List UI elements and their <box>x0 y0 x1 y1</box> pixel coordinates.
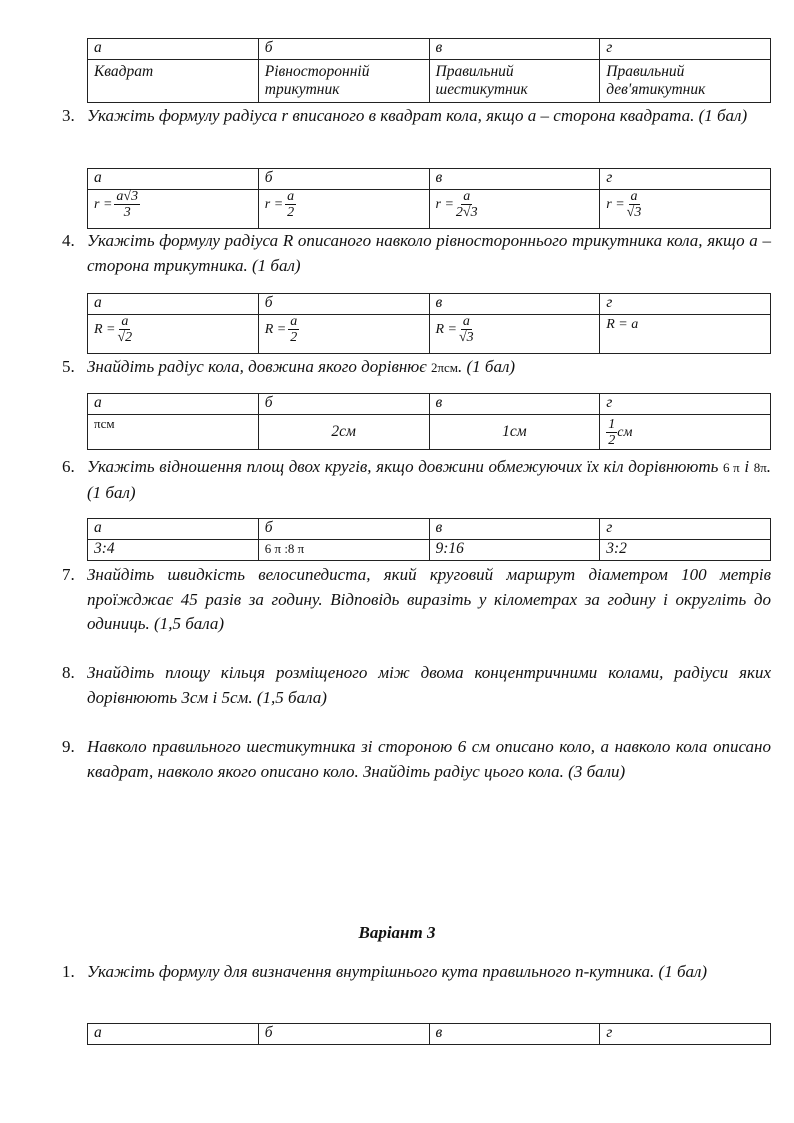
option-value: πсм <box>94 416 115 431</box>
option-header-a: а <box>88 39 259 60</box>
question-text-start: Знайдіть радіус кола, довжина якого дорівнює <box>87 357 427 376</box>
formula-lhs: r = <box>94 196 113 212</box>
option-header-c: в <box>429 169 600 190</box>
option-c <box>429 190 600 229</box>
option-b <box>258 540 429 561</box>
answer-table-q4 <box>87 293 771 354</box>
answer-table-q5 <box>87 393 771 450</box>
option-header-d: г <box>600 39 771 60</box>
answer-table-q6 <box>87 518 771 561</box>
option-header-a: а <box>88 1024 259 1045</box>
option-header-b: б <box>258 519 429 540</box>
option-header-c: в <box>429 519 600 540</box>
question-6 <box>62 455 771 505</box>
answer-table-v3q1 <box>87 1023 771 1045</box>
option-header-a: а <box>88 394 259 415</box>
answer-table-q3 <box>87 168 771 229</box>
inline-formula: 8π <box>753 460 767 475</box>
numerator: a <box>462 314 470 329</box>
unit: см <box>617 424 633 440</box>
option-c: 1см <box>429 415 600 450</box>
option-header-b: б <box>258 394 429 415</box>
formula-lhs: R = <box>94 321 116 337</box>
formula-lhs: R = <box>264 321 287 337</box>
option-a <box>88 415 259 450</box>
inline-formula: 2πсм <box>430 360 459 375</box>
option-d <box>600 315 771 354</box>
denominator: 2 <box>287 205 295 220</box>
denominator: √3 <box>626 205 642 220</box>
numerator: a√3 <box>116 189 139 204</box>
option-a <box>88 315 259 354</box>
option-header-a: а <box>88 519 259 540</box>
question-text: Укажіть формулу радіуса R описаного навколо рівностороннього трикутника кола, якщо а – сторона трикутника. (1 бал) <box>87 231 771 275</box>
option-header-b: б <box>258 1024 429 1045</box>
inline-formula: 6 π <box>723 460 740 475</box>
question-number: 4. <box>62 231 75 250</box>
numerator: a <box>121 314 129 329</box>
formula-lhs: r = <box>606 196 625 212</box>
option-c: Правильний шестикутник <box>429 60 600 103</box>
question-text-start: Укажіть відношення площ двох кругів, якщо довжини обмежуючих їх кіл дорівнюють <box>87 457 719 476</box>
numerator: a <box>290 314 298 329</box>
formula-lhs: r = <box>264 196 284 212</box>
denominator: 2 <box>608 433 616 448</box>
question-text: Навколо правильного шестикутника зі стороною 6 см описано коло, а навколо кола описано квадрат, навколо якого описано коло. Знайдіть радіус цього кола. (3 бали) <box>87 737 771 781</box>
question-number: 6. <box>62 457 75 476</box>
formula-lhs: r = <box>435 196 454 212</box>
question-number: 9. <box>62 737 75 756</box>
denominator: 2 <box>290 330 298 345</box>
option-header-d: г <box>600 394 771 415</box>
question-text <box>87 355 771 381</box>
option-header-d: г <box>600 519 771 540</box>
option-b: Рівносторонній трикутник <box>258 60 429 103</box>
question-number: 8. <box>62 663 75 682</box>
option-header-c: в <box>429 294 600 315</box>
question-number: 7. <box>62 565 75 584</box>
denominator: 2√3 <box>455 205 478 220</box>
numerator: 1 <box>608 417 616 432</box>
formula <box>265 190 296 219</box>
option-header-c: в <box>429 394 600 415</box>
option-c: 9:16 <box>429 540 600 561</box>
option-header-b: б <box>258 169 429 190</box>
question-text: Знайдіть площу кільця розміщеного між двома концентричними колами, радіуси яких дорівнюють 3см і 5см. (1,5 бала) <box>87 663 771 707</box>
option-a <box>88 190 259 229</box>
option-b: 2см <box>258 415 429 450</box>
formula <box>436 315 474 344</box>
question-text: Укажіть формулу для визначення внутрішнього кута правильного п-кутника. (1 бал) <box>87 962 708 981</box>
formula <box>94 190 140 219</box>
option-header-b: б <box>258 294 429 315</box>
option-b <box>258 190 429 229</box>
option-value: 6 π :8 π <box>264 541 305 556</box>
question-text: Знайдіть швидкість велосипедиста, який круговий маршрут діаметром 100 метрів проїжджає 45 разів за годину. Відповідь виразіть у кілометрах за годину і округліть до одиниць. (1,5 бала) <box>87 565 771 633</box>
option-d: Правильний дев'ятикутник <box>600 60 771 103</box>
option-header-c: в <box>429 39 600 60</box>
variant3-question-1 <box>62 960 771 985</box>
option-header-a: а <box>88 169 259 190</box>
question-text-mid: і <box>744 457 750 476</box>
question-9 <box>62 735 771 784</box>
formula <box>94 315 132 344</box>
question-7 <box>62 563 771 637</box>
option-header-b: б <box>258 39 429 60</box>
formula <box>606 190 641 219</box>
answer-table-q2 <box>87 38 771 103</box>
option-c <box>429 315 600 354</box>
formula <box>436 190 478 219</box>
variant-title: Варіант 3 <box>358 923 436 942</box>
question-4 <box>62 229 771 278</box>
denominator: √2 <box>117 330 133 345</box>
option-header-d: г <box>600 294 771 315</box>
denominator: 3 <box>123 205 131 220</box>
question-8 <box>62 661 771 710</box>
formula-lhs: R = <box>435 321 457 337</box>
question-text: Укажіть формулу радіуса r вписаного в квадрат кола, якщо а – сторона квадрата. (1 бал) <box>87 106 748 125</box>
question-number: 1. <box>62 962 75 981</box>
formula <box>606 418 632 447</box>
question-text-end: . (1 бал) <box>87 457 772 502</box>
option-a: 3:4 <box>88 540 259 561</box>
question-text <box>87 455 771 505</box>
option-header-c: в <box>429 1024 600 1045</box>
option-a: Квадрат <box>88 60 259 103</box>
question-5 <box>62 355 771 381</box>
option-d <box>600 190 771 229</box>
option-header-d: г <box>600 169 771 190</box>
formula <box>265 315 300 344</box>
question-text-end: . (1 бал) <box>458 357 516 376</box>
option-b <box>258 315 429 354</box>
formula: R = a <box>606 317 639 332</box>
question-3 <box>62 104 771 129</box>
option-header-a: а <box>88 294 259 315</box>
numerator: a <box>463 189 471 204</box>
question-number: 5. <box>62 357 75 376</box>
denominator: √3 <box>459 330 474 345</box>
question-number: 3. <box>62 106 75 125</box>
option-d: 3:2 <box>600 540 771 561</box>
option-header-d: г <box>600 1024 771 1045</box>
numerator: a <box>630 189 638 204</box>
option-d <box>600 415 771 450</box>
numerator: a <box>287 189 295 204</box>
